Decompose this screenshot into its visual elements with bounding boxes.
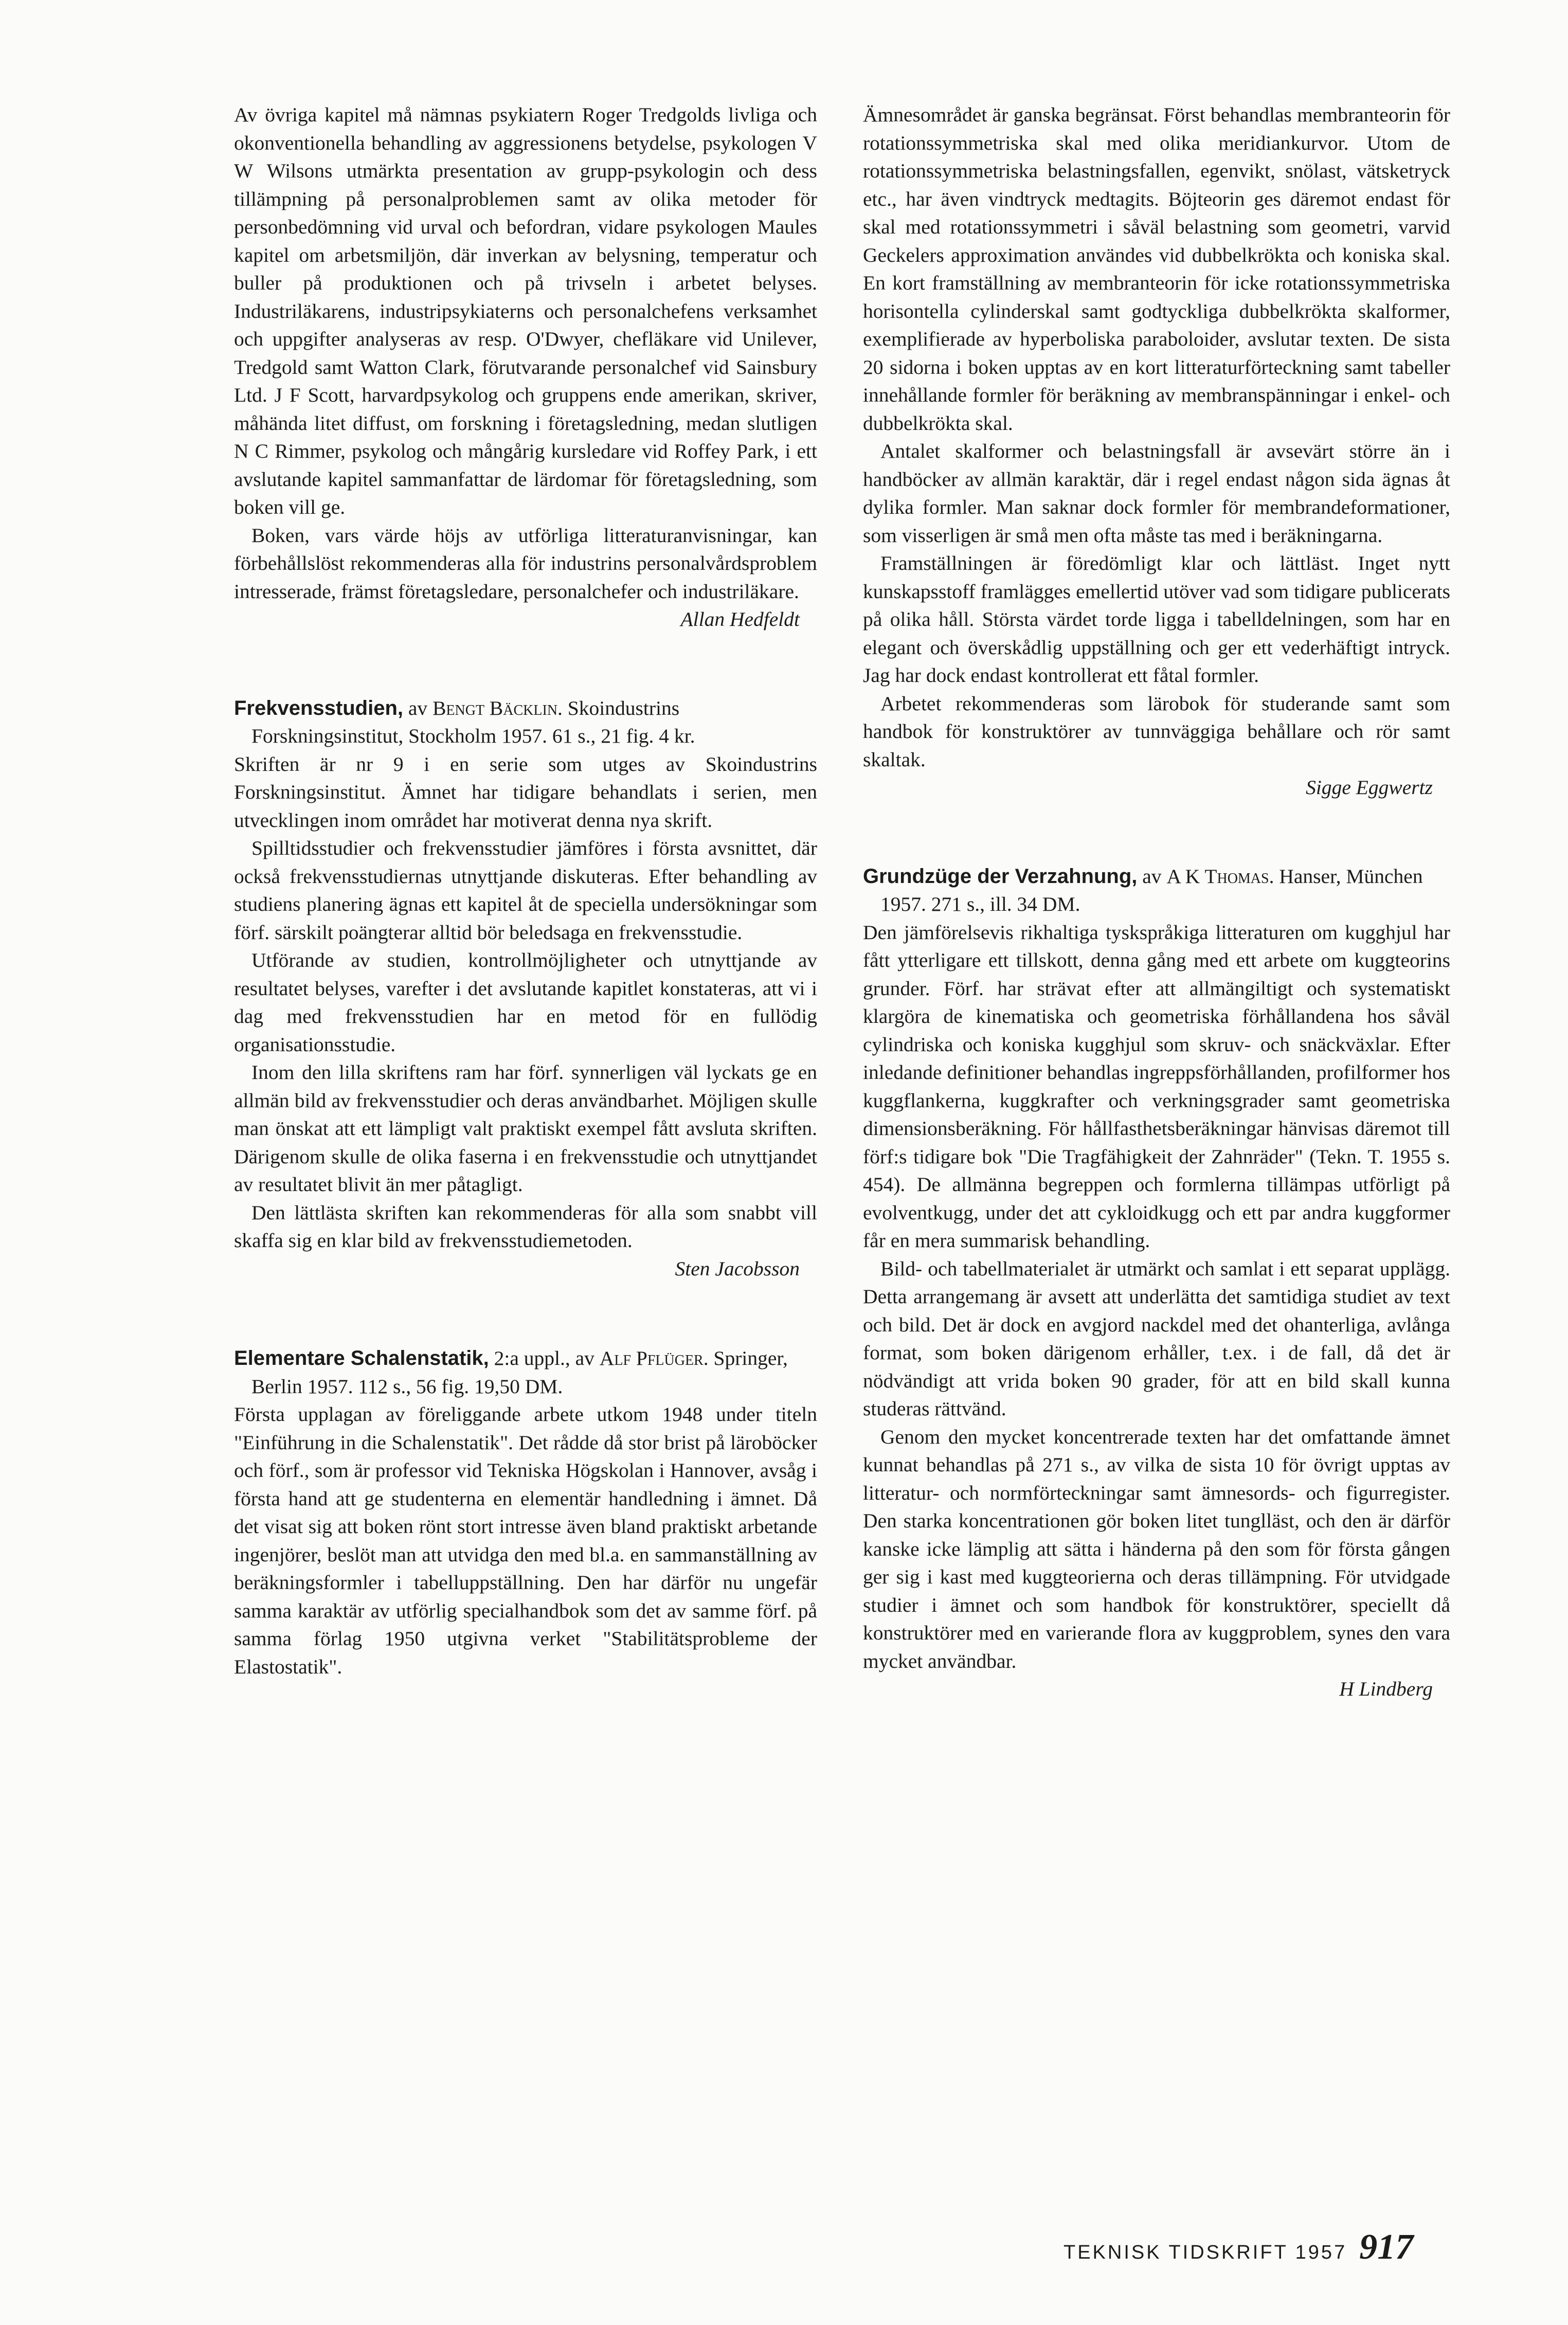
review-by: av xyxy=(1142,864,1162,888)
page-footer xyxy=(1064,2227,1413,2273)
intro-paragraph-1: Av övriga kapitel må nämnas psykiatern Roger Tredgolds livliga och okonventionella behandling av aggressionens betydelse, psykologen V W Wilsons utmärkta presentation av grupp-psykologin och dess tillämpning på personalproblemen samt av olika metoder för personbedömning vid urval och befordran, vidare psykologen Maules kapitel om arbetsmiljön, där inverkan av belysning, temperatur och buller på produktionen och på trivseln i arbetet belyses. Industriläkarens, industripsykiaterns och personalchefens verksamhet och uppgifter analyseras av resp. O'Dwyer, chefläkare vid Unilever, Tredgold samt Watton Clark, förutvarande personalchef vid Sainsbury Ltd. J F Scott, harvardpsykolog och gruppens ende amerikan, skriver, måhända litet diffust, om forskning i företagsledning, medan slutligen N C Rimmer, psykolog och mångårig kursledare vid Roffey Park, i ett avslutande kapitel sammanfattar de lärdomar för företagsledning, som boken vill ge. xyxy=(234,103,817,518)
review-paragraph: Inom den lilla skriftens ram har förf. synnerligen väl lyckats ge en allmän bild av frekvensstudier och deras användbarhet. Möjligen skulle man önskat att ett lämpligt valt praktiskt exempel fått avsluta skriften. Därigenom skulle de olika faserna i en frekvensstudie och utnyttjandet av resultatet blivit än mer påtagligt. xyxy=(234,1061,817,1196)
review-author: Bengt Bäcklin. xyxy=(432,696,563,719)
review-edition: 2:a uppl., av xyxy=(494,1347,594,1369)
left-column xyxy=(234,101,817,1681)
review-paragraph: Den jämförelsevis rikhaltiga tyskspråkiga litteraturen om kugghjul har fått ytterligare ett tillskott, denna gång med ett arbete om kuggteorins grunder. Förf. har strävat efter att allmängiltigt och systematiskt klargöra de kinematiska och geometriska förhållandena hos såväl cylindriska och koniska kugghjul som skruv- och snäckväxlar. Efter inledande definitioner behandlas ingreppsförhållanden, profilformer hos kuggflankerna, kuggkrafter och verkningsgrader samt geometriska dimensionsberäkning. För hållfasthetsberäkningar hänvisas däremot till förf:s tidigare bok "Die Tragfähigkeit der Zahnräder" (Tekn. T. 1955 s. 454). De allmänna begreppen och formlerna tillämpas utförligt på evolventkugg, under det att cykloidkugg och ett par andra kuggformer får en mera summarisk behandling. xyxy=(863,921,1450,1252)
intro-signature: Allan Hedfeldt xyxy=(680,608,800,630)
review-heading xyxy=(234,1344,817,1400)
review-paragraph: Spilltidsstudier och frekvensstudier jämföres i första avsnittet, där också frekvensstudiernas utnyttjande diskuteras. Efter behandling av studiens planering ägnas ett kapitel åt de speciella undersökningar som förf. särskilt poängterar alltid bör beledsaga en frekvensstudie. xyxy=(234,837,817,944)
review-details: Hanser, München 1957. 271 s., ill. 34 DM. xyxy=(880,864,1423,915)
review-paragraph: Första upplagan av föreliggande arbete utkom 1948 under titeln "Einführung in die Schalenstatik". Det rådde då stor brist på läroböcker och förf., som är professor vid Tekniska Högskolan i Hannover, avsåg i första hand att ge studenterna en elementär handledning i ämnet. Då det visat sig att boken rönt stort intresse även bland praktiskt arbetande ingenjörer, beslöt man att utvidga den med bl.a. en sammanställning av beräkningsformler i tabelluppställning. Den har därför nu ungefär samma karaktär av utförlig specialhandbok som det av samme förf. på samma förlag 1950 utgivna verket "Stabilitätsprobleme der Elastostatik". xyxy=(234,1403,817,1678)
review-paragraph: Antalet skalformer och belastningsfall är avsevärt större än i handböcker av allmän karaktär, där i regel endast någon sida ägnas åt dylika formler. Man saknar dock formler för membrandeformationer, som visserligen är små men ofta måste tas med i beräkningarna. xyxy=(863,440,1450,547)
review-author: A K Thomas. xyxy=(1166,864,1274,888)
review-title: Frekvensstudien, xyxy=(234,696,404,719)
review-details: Springer, Berlin 1957. 112 s., 56 fig. 19,50 DM. xyxy=(251,1347,788,1398)
review-signature: Sten Jacobsson xyxy=(675,1257,800,1280)
review-paragraph: Arbetet rekommenderas som lärobok för studerande samt som handbok för konstruktörer av tunnväggiga behållare och rör samt skaltak. xyxy=(863,692,1450,771)
review-heading xyxy=(234,694,817,750)
review-heading xyxy=(863,862,1450,918)
review-schalenstatik-continued xyxy=(863,101,1450,802)
right-column xyxy=(863,101,1450,1703)
review-paragraph: Skriften är nr 9 i en serie som utges av Skoindustrins Forskningsinstitut. Ämnet har tidigare behandlats i serien, men utvecklingen inom området har motiverat denna nya skrift. xyxy=(234,752,817,832)
review-by: av xyxy=(408,696,428,719)
review-paragraph: Genom den mycket koncentrerade texten har det omfattande ämnet kunnat behandlas på 271 s., av vilka de sista 10 för övrigt upptas av litteratur- och normförteckningar samt ämnesords- och figurregister. Den starka koncentrationen gör boken litet tunglläst, och den är därför kanske icke lämplig att sätta i händerna på den som för första gången ger sig i kast med kuggteorierna och deras tillämpning. För utvidgade studier i ämnet och som handbok för konstruktörer, speciellt då konstruktörer med en varierande flora av kuggproblem, synes den vara mycket användbar. xyxy=(863,1425,1450,1672)
review-paragraph: Ämnesområdet är ganska begränsat. Först behandlas membranteorin för rotationssymmetriska skal med olika meridiankurvor. Utom de rotationssymmetriska belastningsfallen, egenvikt, snölast, vätsketryck etc., har även vindtryck medtagits. Böjteorin ges däremot endast för skal med rotationssymmetri i såväl belastning som geometri, varvid Geckelers approximation användes vid dubbelkrökta och koniska skal. En kort framställning av membranteorin för icke rotationssymmetriska horisontella cylinderskal samt godtyckliga dubbelkrökta skalformer, exemplifierade av hyperboliska paraboloider, avslutar texten. De sista 20 sidorna i boken upptas av en kort litteraturförteckning samt tabeller innehållande formler för beräkning av membranspänningar i enkel- och dubbelkrökta skal. xyxy=(863,103,1450,435)
review-paragraph: Framställningen är föredömligt klar och lättläst. Inget nytt kunskapsstoff framlägges emellertid utöver vad som tidigare publicerats på olika håll. Största värdet torde ligga i tabelldelningen, som har en elegant och överskådlig uppställning och ger ett vederhäftigt intryck. Jag har dock endast kontrollerat ett fåtal formler. xyxy=(863,552,1450,687)
review-verzahnung xyxy=(863,862,1450,1703)
review-title: Grundzüge der Verzahnung, xyxy=(863,864,1138,888)
review-paragraph: Bild- och tabellmaterialet är utmärkt och samlat i ett separat upplägg. Detta arrangemang är avsett att underlätta det samtidiga studiet av text och bild. Det är dock en avgjord nackdel med det ohanterliga, avlånga format, som boken därigenom erhåller, t.ex. i de fall, då det är nödvändigt att vrida boken 90 grader, för att en bild skall kunna studeras rättvänd. xyxy=(863,1257,1450,1420)
review-signature: Sigge Eggwertz xyxy=(1306,776,1433,799)
page-number: 917 xyxy=(1359,2227,1414,2267)
journal-name: TEKNISK TIDSKRIFT 1957 xyxy=(1064,2242,1347,2263)
review-frekvensstudien xyxy=(234,694,817,1283)
review-schalenstatik xyxy=(234,1344,817,1681)
review-title: Elementare Schalenstatik, xyxy=(234,1347,489,1369)
review-paragraph: Utförande av studien, kontrollmöjligheter och utnyttjande av resultatet belyses, varefter i det avslutande kapitlet konstateras, att vi i dag med frekvensstudien har en metod för en fullödig organisationsstudie. xyxy=(234,949,817,1056)
intro-paragraph-2: Boken, vars värde höjs av utförliga litteraturanvisningar, kan förbehållslöst rekommenderas alla för industrins personalvårdsproblem intresserade, främst företagsledare, personalchefer och industriläkare. xyxy=(234,524,817,603)
review-author: Alf Pflüger. xyxy=(599,1347,709,1369)
review-details: Skoindustrins Forskningsinstitut, Stockholm 1957. 61 s., 21 fig. 4 kr. xyxy=(251,696,695,747)
review-signature: H Lindberg xyxy=(1339,1678,1433,1700)
review-paragraph: Den lättlästa skriften kan rekommenderas för alla som snabbt vill skaffa sig en klar bild av frekvensstudiemetoden. xyxy=(234,1201,817,1252)
